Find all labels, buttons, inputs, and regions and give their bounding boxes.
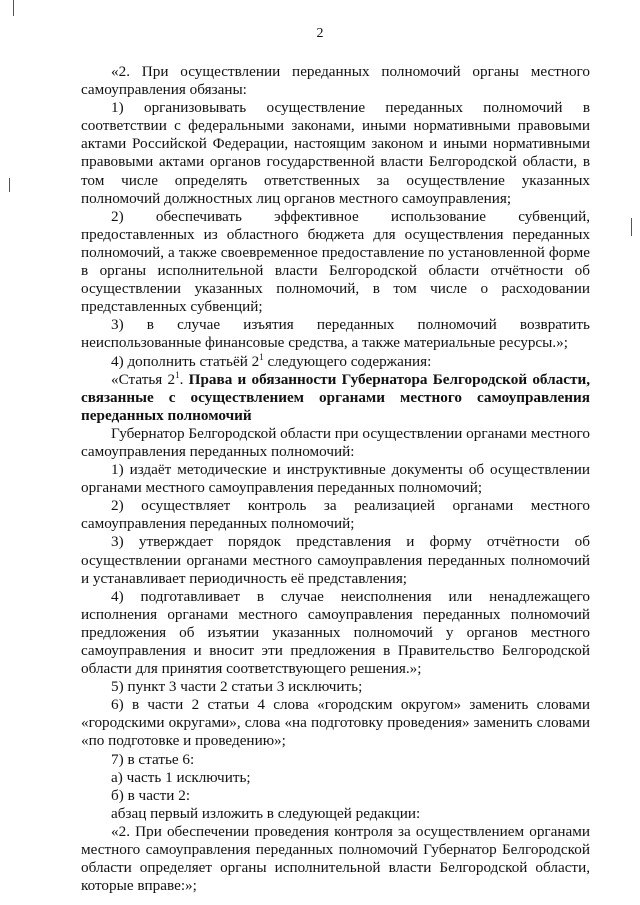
margin-mark (631, 218, 632, 236)
paragraph: б) в части 2: (111, 786, 191, 804)
article-heading: «Статья $2^1$. Права и обязанности Губернатора Белгородской области, связанные с осуществлением органами местного самоуправления переданных полномочий (81, 369, 590, 424)
margin-mark (13, 0, 14, 16)
paragraph: 2) обеспечивать эффективное использование субвенций, предоставленных из областного бюджета для осуществления переданных полномочий, а также своевременное предоставление по установленной форме в органы исполнительной власти Белгородской области отчётности об осуществлении указанных полномочий, в том числе о расходовании представленных субвенций; (81, 207, 590, 316)
paragraph: 7) в статье 6: (111, 750, 195, 768)
paragraph-item-4: 4) дополнить статьёй $2^1$ следующего содержания: (111, 351, 432, 370)
paragraph: 1) организовывать осуществление переданных полномочий в соответствии с федеральными законами, иными нормативными правовыми актами Российской Федерации, настоящим законом и иными нормативными правовыми актами органов государственной власти Белгородской области, в том числе определять ответственных за осуществление указанных полномочий должностных лиц органов местного самоуправления; (81, 99, 590, 207)
paragraph: 3) утверждает порядок представления и форму отчётности об осуществлении органами местного самоуправления переданных полномочий и устанавливает периодичность её представления; (81, 533, 590, 587)
paragraph: 4) подготавливает в случае неисполнения или ненадлежащего исполнения органами местного самоуправления переданных полномочий предложения об изъятии указанных полномочий у органов местного самоуправления и вносит эти предложения в Правительство Белгородской области для принятия соответствующего решения.»; (81, 587, 590, 678)
paragraph: «2. При осуществлении переданных полномочий органы местного самоуправления обязаны: (81, 63, 590, 99)
margin-mark (9, 178, 10, 192)
page-number: 2 (316, 26, 324, 41)
paragraph: 2) осуществляет контроль за реализацией органами местного самоуправления переданных полномочий; (81, 497, 590, 533)
paragraph: 6) в части 2 статьи 4 слова «городским округом» заменить словами «городскими округами», слова «на подготовку проведения» заменить словами «по подготовке и проведению»; (81, 696, 590, 750)
paragraph: 1) издаёт методические и инструктивные документы об осуществлении органами местного самоуправления переданных полномочий; (81, 461, 590, 497)
document-body (81, 63, 590, 895)
paragraph: «2. При обеспечении проведения контроля за осуществлением органами местного самоуправления переданных полномочий Губернатор Белгородской области определяет органы исполнительной власти Белгородской области, которые вправе:»; (81, 822, 590, 895)
paragraph: 5) пункт 3 части 2 статьи 3 исключить; (111, 678, 363, 696)
article-title: Права и обязанности Губернатора Белгородской области, связанные с осуществлением органами местного самоуправления переданных полномочий (81, 370, 590, 424)
paragraph: Губернатор Белгородской области при осуществлении органами местного самоуправления переданных полномочий: (81, 424, 590, 460)
paragraph: абзац первый изложить в следующей редакции: (111, 804, 421, 822)
paragraph: 3) в случае изъятия переданных полномочий возвратить неиспользованные финансовые средства, а также материальные ресурсы.»; (81, 316, 590, 352)
paragraph: а) часть 1 исключить; (111, 768, 251, 786)
